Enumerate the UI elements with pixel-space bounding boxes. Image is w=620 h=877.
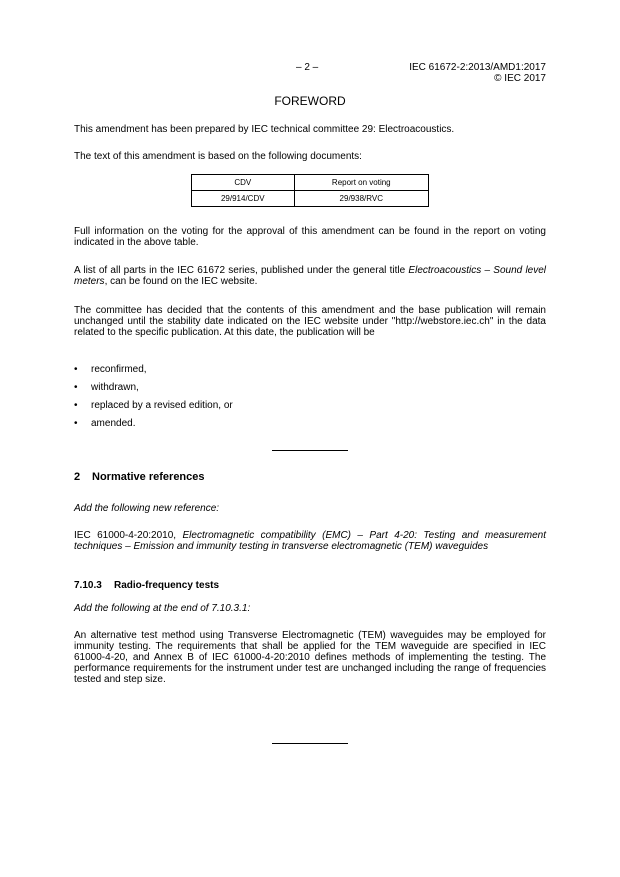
document-header <box>409 62 546 84</box>
voting-table <box>191 174 429 207</box>
normative-reference <box>74 530 546 552</box>
table-cell: 29/938/RVC <box>294 191 428 207</box>
divider <box>272 743 348 744</box>
series-title: Electroacoustics – Sound level meters <box>74 265 547 287</box>
subsection-heading: 7.10.3 Radio-frequency tests <box>74 580 220 591</box>
foreword-paragraph-5: The committee has decided that the contents of this amendment and the base publication will remain unchanged until the stability date indicated on the IEC website under "http://webstore.iec.ch" in the data related to the specific publication. At this date, the publication will be <box>74 305 546 338</box>
foreword-paragraph-3: Full information on the voting for the approval of this amendment can be found in the report on voting indicated in the above table. <box>74 226 546 248</box>
paragraph-text: A list of all parts in the IEC 61672 series, published under the general title <box>74 265 409 276</box>
copyright: © IEC 2017 <box>494 73 546 84</box>
paragraph-text: , can be found on the IEC website. <box>104 276 258 287</box>
document-id: IEC 61672-2:2013/AMD1:2017 <box>409 62 546 73</box>
foreword-paragraph-4 <box>74 265 546 287</box>
page-number: – 2 – <box>296 62 319 73</box>
reference-title: Electromagnetic compatibility (EMC) – Part 4-20: Testing and measurement techniques – Emission and immunity testing in transverse electromagnetic (TEM) waveguides <box>74 530 547 552</box>
table-cell: 29/914/CDV <box>192 191 295 207</box>
table-header-row <box>192 175 429 191</box>
instruction-text: Add the following new reference: <box>74 503 220 514</box>
foreword-paragraph-1: This amendment has been prepared by IEC technical committee 29: Electroacoustics. <box>74 124 455 135</box>
foreword-title: FOREWORD <box>274 94 346 108</box>
section-body: An alternative test method using Transverse Electromagnetic (TEM) waveguides may be employed for immunity testing. The requirements that shall be applied for the TEM waveguide are specified in IEC 61000-4-20, and Annex B of IEC 61000-4-20:2010 defines methods of implementing the testing. The performance requirements for the instrument under test are unchanged including the range of frequencies tested and step size. <box>74 630 546 685</box>
section-heading: 2 Normative references <box>74 471 205 483</box>
foreword-paragraph-2: The text of this amendment is based on the following documents: <box>74 151 362 162</box>
instruction-text: Add the following at the end of 7.10.3.1: <box>74 603 251 614</box>
table-row <box>192 191 429 207</box>
table-header-cell: Report on voting <box>294 175 428 191</box>
divider <box>272 450 348 451</box>
reference-id: IEC 61000-4-20:2010, <box>74 530 183 541</box>
table-header-cell: CDV <box>192 175 295 191</box>
